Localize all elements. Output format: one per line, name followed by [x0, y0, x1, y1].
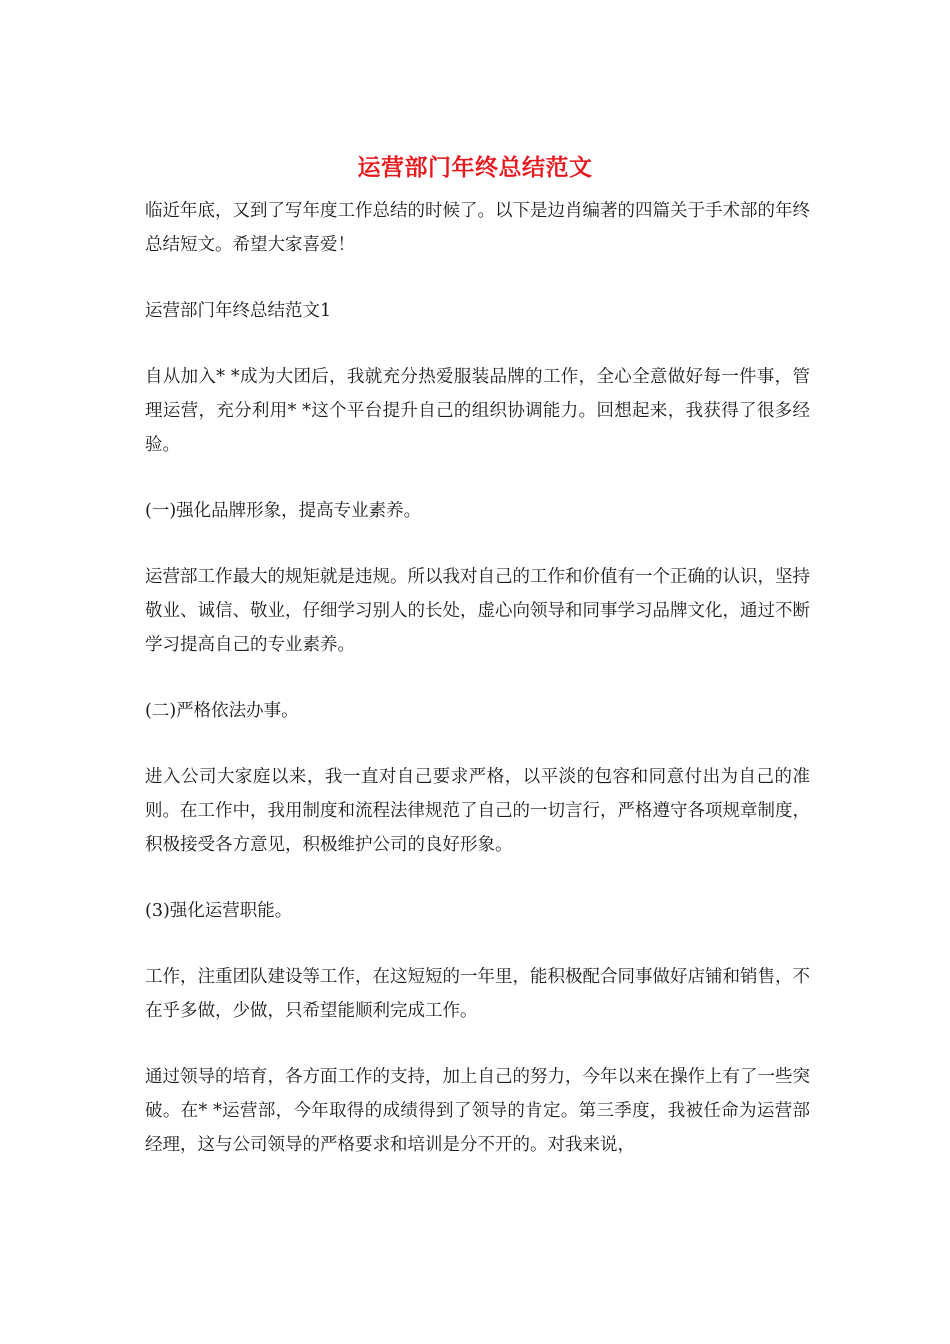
body-paragraph: 自从加入* *成为大团后，我就充分热爱服装品牌的工作，全心全意做好每一件事，管理运营，充分利用* *这个平台提升自己的组织协调能力。回想起来，我获得了很多经验。	[145, 367, 810, 455]
intro-paragraph: 临近年底，又到了写年度工作总结的时候了。以下是边肖编著的四篇关于手术部的年终总结短文。希望大家喜爱！	[145, 201, 810, 255]
subsection-heading-3: (3)强化运营职能。	[145, 901, 293, 921]
body-paragraph: 工作，注重团队建设等工作，在这短短的一年里，能积极配合同事做好店铺和销售，不在乎多做，少做，只希望能顺利完成工作。	[145, 967, 810, 1021]
document-body	[145, 194, 810, 1194]
section-heading-1: 运营部门年终总结范文1	[145, 301, 332, 321]
body-paragraph: 通过领导的培育，各方面工作的支持，加上自己的努力，今年以来在操作上有了一些突破。在* *运营部，今年取得的成绩得到了领导的肯定。第三季度，我被任命为运营部经理，这与公司领导的严格要求和培训是分不开的。对我来说，	[145, 1067, 810, 1155]
body-paragraph: 进入公司大家庭以来，我一直对自己要求严格，以平淡的包容和同意付出为自己的准则。在工作中，我用制度和流程法律规范了自己的一切言行，严格遵守各项规章制度，积极接受各方意见，积极维护公司的良好形象。	[145, 767, 810, 855]
subsection-heading-2: (二)严格依法办事。	[145, 701, 299, 721]
body-paragraph: 运营部工作最大的规矩就是违规。所以我对自己的工作和价值有一个正确的认识，坚持敬业、诚信、敬业，仔细学习别人的长处，虚心向领导和同事学习品牌文化，通过不断学习提高自己的专业素养。	[145, 567, 810, 655]
subsection-heading-1: (一)强化品牌形象，提高专业素养。	[145, 501, 422, 521]
document-title: 运营部门年终总结范文	[357, 154, 593, 181]
